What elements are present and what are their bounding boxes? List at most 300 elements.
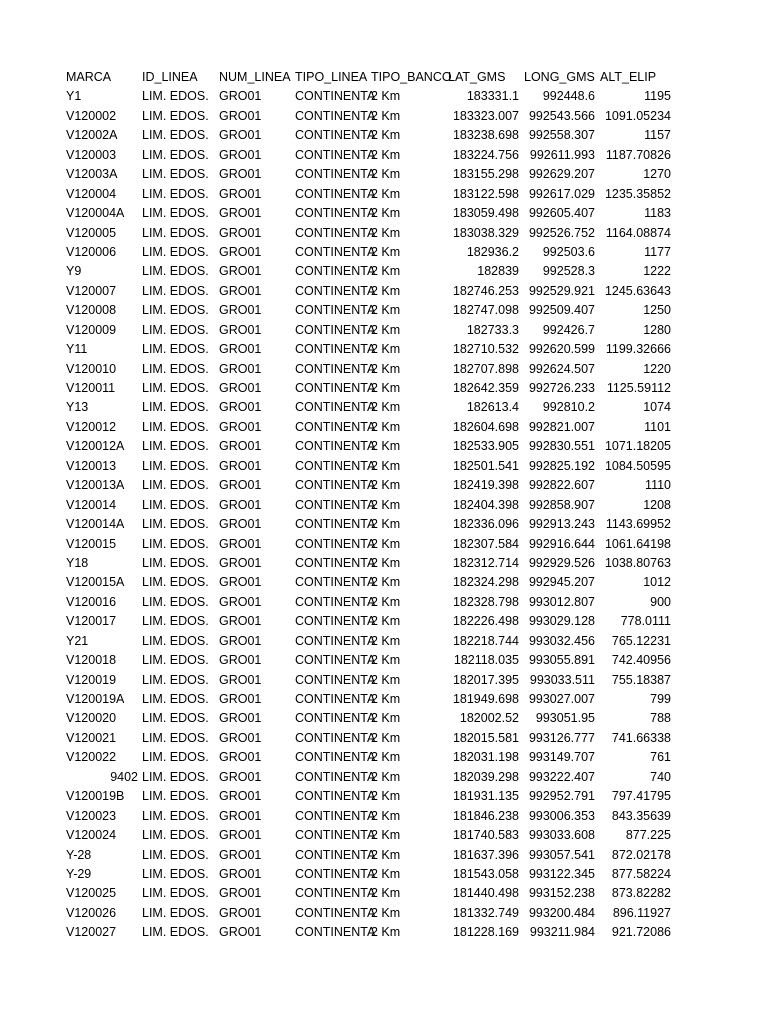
tipo-banco-cell[interactable]: 2 Km [371, 322, 401, 337]
marca-cell[interactable]: V120013 [66, 458, 117, 473]
id-linea-cell[interactable]: LIM. EDOS. [142, 672, 209, 687]
marca-cell[interactable]: V120012A [66, 439, 125, 454]
tipo-linea-cell[interactable]: CONTINENTA [295, 789, 376, 804]
num-linea-cell[interactable]: GRO01 [219, 905, 262, 920]
tipo-linea-cell[interactable]: CONTINENTA [295, 847, 376, 862]
marca-cell[interactable]: V120012 [66, 419, 117, 434]
id-linea-cell[interactable]: LIM. EDOS. [142, 517, 209, 532]
alt-elip-cell[interactable]: 799 [650, 692, 671, 706]
id-linea-cell[interactable]: LIM. EDOS. [142, 283, 209, 298]
lat-gms-cell[interactable]: 182710.532 [452, 342, 519, 357]
num-linea-cell[interactable]: GRO01 [219, 186, 262, 201]
long-gms-cell[interactable]: 992526.752 [528, 225, 595, 240]
id-linea-cell[interactable]: LIM. EDOS. [142, 322, 209, 337]
marca-cell[interactable]: V120019B [66, 789, 125, 804]
id-linea-cell[interactable]: LIM. EDOS. [142, 225, 209, 240]
id-linea-cell[interactable]: LIM. EDOS. [142, 730, 209, 745]
id-linea-cell[interactable]: LIM. EDOS. [142, 264, 209, 279]
id-linea-cell[interactable]: LIM. EDOS. [142, 808, 209, 823]
marca-cell[interactable]: Y13 [66, 400, 89, 415]
id-linea-cell[interactable]: LIM. EDOS. [142, 147, 209, 162]
tipo-linea-cell[interactable]: CONTINENTA [295, 925, 376, 940]
marca-cell[interactable]: V120008 [66, 303, 117, 318]
marca-cell[interactable]: V12002A [66, 128, 118, 143]
long-gms-cell[interactable]: 992611.993 [529, 147, 595, 162]
long-gms-cell[interactable]: 993222.407 [528, 769, 595, 784]
alt-elip-cell[interactable]: 797.41795 [611, 789, 671, 804]
alt-elip-cell[interactable]: 1038.80763 [604, 555, 671, 570]
lat-gms-cell[interactable]: 183155.298 [452, 167, 519, 182]
long-gms-cell[interactable]: 992822.607 [528, 478, 595, 493]
tipo-linea-cell[interactable]: CONTINENTA [295, 244, 376, 259]
tipo-banco-cell[interactable]: 2 Km [371, 555, 401, 570]
tipo-banco-cell[interactable]: 2 Km [371, 439, 401, 454]
marca-cell[interactable]: 9402 [110, 769, 138, 784]
alt-elip-cell[interactable]: 877.58224 [611, 866, 671, 881]
id-linea-cell[interactable]: LIM. EDOS. [142, 633, 209, 648]
long-gms-cell[interactable]: 992448.6 [542, 89, 595, 104]
tipo-linea-cell[interactable]: CONTINENTA [295, 439, 376, 454]
marca-cell[interactable]: Y1 [66, 89, 82, 104]
id-linea-cell[interactable]: LIM. EDOS. [142, 555, 209, 570]
marca-cell[interactable]: V120020 [66, 711, 117, 726]
tipo-banco-cell[interactable]: 2 Km [371, 614, 401, 629]
marca-cell[interactable]: V12003A [66, 167, 118, 182]
long-gms-cell[interactable]: 993032.456 [528, 633, 595, 648]
marca-cell[interactable]: V120014 [66, 497, 117, 512]
id-linea-cell[interactable]: LIM. EDOS. [142, 750, 209, 765]
lat-gms-cell[interactable]: 183224.756 [452, 147, 519, 162]
id-linea-cell[interactable]: LIM. EDOS. [142, 419, 209, 434]
id-linea-cell[interactable]: LIM. EDOS. [142, 128, 209, 143]
tipo-linea-cell[interactable]: CONTINENTA [295, 322, 376, 337]
alt-elip-cell[interactable]: 1270 [643, 167, 671, 182]
tipo-banco-cell[interactable]: 2 Km [371, 342, 401, 357]
alt-elip-cell[interactable]: 1091.05234 [604, 108, 671, 123]
id-linea-cell[interactable]: LIM. EDOS. [142, 575, 209, 590]
marca-cell[interactable]: V120011 [66, 381, 116, 395]
tipo-banco-cell[interactable]: 2 Km [371, 828, 401, 843]
long-gms-cell[interactable]: 993027.007 [528, 692, 595, 706]
long-gms-cell[interactable]: 993149.707 [528, 750, 595, 765]
long-gms-cell[interactable]: 993122.345 [528, 866, 595, 881]
id-linea-cell[interactable]: LIM. EDOS. [142, 206, 209, 221]
tipo-banco-cell[interactable]: 2 Km [371, 633, 401, 648]
lat-gms-cell[interactable]: 182017.395 [452, 672, 519, 687]
tipo-banco-cell[interactable]: 2 Km [371, 206, 401, 221]
tipo-banco-cell[interactable]: 2 Km [371, 458, 401, 473]
num-linea-cell[interactable]: GRO01 [219, 439, 262, 454]
long-gms-cell[interactable]: 992543.566 [528, 108, 595, 123]
lat-gms-cell[interactable]: 182226.498 [452, 614, 519, 629]
num-linea-cell[interactable]: GRO01 [219, 789, 262, 804]
lat-gms-cell[interactable]: 182604.698 [452, 419, 519, 434]
num-linea-cell[interactable]: GRO01 [219, 89, 262, 104]
lat-gms-cell[interactable]: 182039.298 [452, 769, 519, 784]
tipo-banco-cell[interactable]: 2 Km [371, 692, 401, 706]
long-gms-cell[interactable]: 992916.644 [528, 536, 595, 551]
id-linea-cell[interactable]: LIM. EDOS. [142, 400, 209, 415]
tipo-banco-cell[interactable]: 2 Km [371, 244, 401, 259]
marca-cell[interactable]: Y-29 [66, 866, 92, 881]
tipo-linea-cell[interactable]: CONTINENTA [295, 303, 376, 318]
long-gms-cell[interactable]: 992617.029 [528, 186, 595, 201]
num-linea-cell[interactable]: GRO01 [219, 614, 262, 629]
tipo-linea-cell[interactable]: CONTINENTA [295, 905, 376, 920]
tipo-linea-cell[interactable]: CONTINENTA [295, 575, 376, 590]
num-linea-cell[interactable]: GRO01 [219, 730, 262, 745]
long-gms-cell[interactable]: 993033.511 [529, 672, 595, 687]
num-linea-cell[interactable]: GRO01 [219, 866, 262, 881]
marca-cell[interactable]: V120017 [66, 614, 117, 629]
long-gms-cell[interactable]: 992821.007 [528, 419, 595, 434]
id-linea-cell[interactable]: LIM. EDOS. [142, 828, 209, 843]
tipo-linea-cell[interactable]: CONTINENTA [295, 108, 376, 123]
long-gms-cell[interactable]: 993055.891 [528, 653, 595, 668]
tipo-linea-cell[interactable]: CONTINENTA [295, 419, 376, 434]
marca-cell[interactable]: V120013A [66, 478, 125, 493]
long-gms-cell[interactable]: 993057.541 [528, 847, 595, 862]
lat-gms-cell[interactable]: 182015.581 [452, 730, 519, 745]
alt-elip-cell[interactable]: 1235.35852 [604, 186, 671, 201]
num-linea-cell[interactable]: GRO01 [219, 167, 262, 182]
id-linea-cell[interactable]: LIM. EDOS. [142, 711, 209, 726]
long-gms-cell[interactable]: 992426.7 [542, 322, 595, 337]
tipo-banco-cell[interactable]: 2 Km [371, 128, 401, 143]
tipo-banco-cell[interactable]: 2 Km [371, 361, 401, 376]
long-gms-cell[interactable]: 993126.777 [528, 730, 595, 745]
alt-elip-cell[interactable]: 1012 [643, 575, 671, 590]
id-linea-cell[interactable]: LIM. EDOS. [142, 381, 209, 395]
tipo-linea-cell[interactable]: CONTINENTA [295, 594, 376, 609]
tipo-banco-cell[interactable]: 2 Km [371, 225, 401, 240]
long-gms-cell[interactable]: 992624.507 [528, 361, 595, 376]
long-gms-cell[interactable]: 993051.95 [535, 711, 595, 726]
id-linea-cell[interactable]: LIM. EDOS. [142, 361, 209, 376]
lat-gms-cell[interactable]: 183323.007 [452, 108, 519, 123]
lat-gms-cell[interactable]: 182307.584 [452, 536, 519, 551]
marca-cell[interactable]: Y9 [66, 264, 82, 279]
long-gms-cell[interactable]: 992529.921 [528, 283, 595, 298]
tipo-banco-cell[interactable]: 2 Km [371, 400, 401, 415]
num-linea-cell[interactable]: GRO01 [219, 381, 262, 395]
marca-cell[interactable]: V120022 [66, 750, 117, 765]
lat-gms-cell[interactable]: 181228.169 [452, 925, 519, 940]
id-linea-cell[interactable]: LIM. EDOS. [142, 303, 209, 318]
tipo-linea-cell[interactable]: CONTINENTA [295, 478, 376, 493]
tipo-linea-cell[interactable]: CONTINENTA [295, 633, 376, 648]
id-linea-cell[interactable]: LIM. EDOS. [142, 458, 209, 473]
id-linea-cell[interactable]: LIM. EDOS. [142, 108, 209, 123]
alt-elip-cell[interactable]: 1222 [643, 264, 671, 279]
long-gms-cell[interactable]: 993006.353 [528, 808, 595, 823]
tipo-linea-cell[interactable]: CONTINENTA [295, 672, 376, 687]
long-gms-cell[interactable]: 992726.233 [528, 381, 595, 395]
id-linea-cell[interactable]: LIM. EDOS. [142, 847, 209, 862]
tipo-linea-cell[interactable]: CONTINENTA [295, 517, 376, 532]
marca-cell[interactable]: Y21 [66, 633, 89, 648]
tipo-linea-cell[interactable]: CONTINENTA [295, 147, 376, 162]
lat-gms-cell[interactable]: 182501.541 [452, 458, 519, 473]
num-linea-cell[interactable]: GRO01 [219, 478, 262, 493]
num-linea-cell[interactable]: GRO01 [219, 225, 262, 240]
alt-elip-cell[interactable]: 843.35639 [611, 808, 671, 823]
lat-gms-cell[interactable]: 182312.714 [452, 555, 519, 570]
id-linea-cell[interactable]: LIM. EDOS. [142, 439, 209, 454]
tipo-linea-cell[interactable]: CONTINENTA [295, 886, 376, 901]
marca-cell[interactable]: Y-28 [66, 847, 92, 862]
num-linea-cell[interactable]: GRO01 [219, 264, 262, 279]
marca-cell[interactable]: V120004 [66, 186, 117, 201]
header-lat-gms[interactable]: LAT_GMS [448, 70, 506, 84]
long-gms-cell[interactable]: 993033.608 [528, 828, 595, 843]
tipo-linea-cell[interactable]: CONTINENTA [295, 283, 376, 298]
marca-cell[interactable]: V120018 [66, 653, 117, 668]
alt-elip-cell[interactable]: 873.82282 [611, 886, 671, 901]
tipo-linea-cell[interactable]: CONTINENTA [295, 692, 376, 706]
tipo-linea-cell[interactable]: CONTINENTA [295, 89, 376, 104]
long-gms-cell[interactable]: 993200.484 [528, 905, 595, 920]
tipo-banco-cell[interactable]: 2 Km [371, 517, 401, 532]
num-linea-cell[interactable]: GRO01 [219, 692, 262, 706]
tipo-linea-cell[interactable]: CONTINENTA [295, 225, 376, 240]
tipo-banco-cell[interactable]: 2 Km [371, 419, 401, 434]
num-linea-cell[interactable]: GRO01 [219, 711, 262, 726]
tipo-banco-cell[interactable]: 2 Km [371, 147, 401, 162]
num-linea-cell[interactable]: GRO01 [219, 769, 262, 784]
alt-elip-cell[interactable]: 1071.18205 [604, 439, 671, 454]
alt-elip-cell[interactable]: 1125.59112 [606, 381, 671, 395]
long-gms-cell[interactable]: 993211.984 [529, 925, 595, 940]
lat-gms-cell[interactable]: 183059.498 [452, 206, 519, 221]
id-linea-cell[interactable]: LIM. EDOS. [142, 614, 209, 629]
alt-elip-cell[interactable]: 1245.63643 [604, 283, 671, 298]
tipo-linea-cell[interactable]: CONTINENTA [295, 653, 376, 668]
alt-elip-cell[interactable]: 778.0111 [620, 614, 671, 629]
long-gms-cell[interactable]: 992945.207 [528, 575, 595, 590]
tipo-banco-cell[interactable]: 2 Km [371, 769, 401, 784]
tipo-banco-cell[interactable]: 2 Km [371, 594, 401, 609]
long-gms-cell[interactable]: 992558.307 [528, 128, 595, 143]
id-linea-cell[interactable]: LIM. EDOS. [142, 497, 209, 512]
tipo-linea-cell[interactable]: CONTINENTA [295, 361, 376, 376]
num-linea-cell[interactable]: GRO01 [219, 361, 262, 376]
tipo-banco-cell[interactable]: 2 Km [371, 789, 401, 804]
tipo-banco-cell[interactable]: 2 Km [371, 167, 401, 182]
tipo-linea-cell[interactable]: CONTINENTA [295, 808, 376, 823]
alt-elip-cell[interactable]: 761 [650, 750, 671, 765]
long-gms-cell[interactable]: 992913.243 [528, 517, 595, 532]
num-linea-cell[interactable]: GRO01 [219, 575, 262, 590]
marca-cell[interactable]: V120016 [66, 594, 117, 609]
header-tipo-banco[interactable]: TIPO_BANCO [371, 70, 452, 84]
tipo-banco-cell[interactable]: 2 Km [371, 575, 401, 590]
lat-gms-cell[interactable]: 183038.329 [452, 225, 519, 240]
tipo-linea-cell[interactable]: CONTINENTA [295, 206, 376, 221]
tipo-banco-cell[interactable]: 2 Km [371, 711, 401, 726]
alt-elip-cell[interactable]: 765.12231 [611, 633, 671, 648]
num-linea-cell[interactable]: GRO01 [219, 886, 262, 901]
marca-cell[interactable]: V120026 [66, 905, 117, 920]
lat-gms-cell[interactable]: 183331.1 [466, 89, 519, 104]
long-gms-cell[interactable]: 992503.6 [542, 244, 595, 259]
num-linea-cell[interactable]: GRO01 [219, 400, 262, 415]
lat-gms-cell[interactable]: 182707.898 [452, 361, 519, 376]
lat-gms-cell[interactable]: 182118.035 [453, 653, 519, 668]
id-linea-cell[interactable]: LIM. EDOS. [142, 594, 209, 609]
num-linea-cell[interactable]: GRO01 [219, 517, 262, 532]
header-id-linea[interactable]: ID_LINEA [142, 70, 198, 84]
long-gms-cell[interactable]: 992858.907 [528, 497, 595, 512]
marca-cell[interactable]: V120023 [66, 808, 117, 823]
tipo-banco-cell[interactable]: 2 Km [371, 283, 401, 298]
alt-elip-cell[interactable]: 896.11927 [612, 905, 671, 920]
alt-elip-cell[interactable]: 1280 [643, 322, 671, 337]
alt-elip-cell[interactable]: 740 [650, 769, 671, 784]
lat-gms-cell[interactable]: 182733.3 [466, 322, 519, 337]
alt-elip-cell[interactable]: 1208 [643, 497, 671, 512]
num-linea-cell[interactable]: GRO01 [219, 303, 262, 318]
tipo-banco-cell[interactable]: 2 Km [371, 750, 401, 765]
marca-cell[interactable]: V120007 [66, 283, 117, 298]
marca-cell[interactable]: V120019 [66, 672, 117, 687]
alt-elip-cell[interactable]: 1084.50595 [604, 458, 671, 473]
header-marca[interactable]: MARCA [66, 70, 112, 84]
lat-gms-cell[interactable]: 181637.396 [452, 847, 519, 862]
num-linea-cell[interactable]: GRO01 [219, 536, 262, 551]
id-linea-cell[interactable]: LIM. EDOS. [142, 692, 209, 706]
marca-cell[interactable]: V120014A [66, 517, 125, 532]
alt-elip-cell[interactable]: 742.40956 [611, 653, 671, 668]
num-linea-cell[interactable]: GRO01 [219, 206, 262, 221]
long-gms-cell[interactable]: 992605.407 [528, 206, 595, 221]
tipo-linea-cell[interactable]: CONTINENTA [295, 769, 376, 784]
marca-cell[interactable]: V120021 [66, 730, 117, 745]
marca-cell[interactable]: V120010 [66, 361, 117, 376]
num-linea-cell[interactable]: GRO01 [219, 633, 262, 648]
tipo-banco-cell[interactable]: 2 Km [371, 847, 401, 862]
long-gms-cell[interactable]: 992528.3 [542, 264, 595, 279]
alt-elip-cell[interactable]: 872.02178 [611, 847, 671, 862]
tipo-banco-cell[interactable]: 2 Km [371, 672, 401, 687]
alt-elip-cell[interactable]: 1220 [643, 361, 671, 376]
num-linea-cell[interactable]: GRO01 [219, 555, 262, 570]
tipo-banco-cell[interactable]: 2 Km [371, 905, 401, 920]
lat-gms-cell[interactable]: 182613.4 [466, 400, 519, 415]
long-gms-cell[interactable]: 992952.791 [528, 789, 595, 804]
lat-gms-cell[interactable]: 181740.583 [452, 828, 519, 843]
tipo-banco-cell[interactable]: 2 Km [371, 497, 401, 512]
marca-cell[interactable]: V120025 [66, 886, 117, 901]
tipo-linea-cell[interactable]: CONTINENTA [295, 342, 376, 357]
alt-elip-cell[interactable]: 1074 [643, 400, 671, 415]
alt-elip-cell[interactable]: 1164.08874 [605, 225, 671, 240]
id-linea-cell[interactable]: LIM. EDOS. [142, 89, 209, 104]
lat-gms-cell[interactable]: 181931.135 [452, 789, 519, 804]
long-gms-cell[interactable]: 992629.207 [528, 167, 595, 182]
marca-cell[interactable]: V120024 [66, 828, 117, 843]
alt-elip-cell[interactable]: 1199.32666 [605, 342, 671, 357]
header-num-linea[interactable]: NUM_LINEA [219, 70, 291, 84]
lat-gms-cell[interactable]: 182324.298 [452, 575, 519, 590]
alt-elip-cell[interactable]: 755.18387 [611, 672, 671, 687]
alt-elip-cell[interactable]: 1250 [643, 303, 671, 318]
lat-gms-cell[interactable]: 182002.52 [459, 711, 519, 726]
id-linea-cell[interactable]: LIM. EDOS. [142, 886, 209, 901]
marca-cell[interactable]: Y18 [66, 555, 89, 570]
num-linea-cell[interactable]: GRO01 [219, 672, 262, 687]
alt-elip-cell[interactable]: 1110 [645, 478, 671, 493]
lat-gms-cell[interactable]: 182336.096 [452, 517, 519, 532]
alt-elip-cell[interactable]: 877.225 [625, 828, 671, 843]
tipo-linea-cell[interactable]: CONTINENTA [295, 730, 376, 745]
num-linea-cell[interactable]: GRO01 [219, 322, 262, 337]
lat-gms-cell[interactable]: 181543.058 [452, 866, 519, 881]
lat-gms-cell[interactable]: 183238.698 [452, 128, 519, 143]
id-linea-cell[interactable]: LIM. EDOS. [142, 925, 209, 940]
long-gms-cell[interactable]: 993152.238 [528, 886, 595, 901]
marca-cell[interactable]: V120015 [66, 536, 117, 551]
id-linea-cell[interactable]: LIM. EDOS. [142, 769, 209, 784]
tipo-banco-cell[interactable]: 2 Km [371, 108, 401, 123]
alt-elip-cell[interactable]: 1143.69952 [605, 517, 671, 532]
alt-elip-cell[interactable]: 1183 [644, 206, 671, 221]
tipo-linea-cell[interactable]: CONTINENTA [295, 555, 376, 570]
num-linea-cell[interactable]: GRO01 [219, 847, 262, 862]
marca-cell[interactable]: V120003 [66, 147, 117, 162]
long-gms-cell[interactable]: 993012.807 [528, 594, 595, 609]
num-linea-cell[interactable]: GRO01 [219, 653, 262, 668]
tipo-banco-cell[interactable]: 2 Km [371, 653, 401, 668]
tipo-banco-cell[interactable]: 2 Km [371, 264, 401, 279]
num-linea-cell[interactable]: GRO01 [219, 808, 262, 823]
alt-elip-cell[interactable]: 1061.64198 [604, 536, 671, 551]
lat-gms-cell[interactable]: 181440.498 [452, 886, 519, 901]
tipo-banco-cell[interactable]: 2 Km [371, 866, 401, 881]
tipo-banco-cell[interactable]: 2 Km [371, 925, 401, 940]
tipo-linea-cell[interactable]: CONTINENTA [295, 614, 376, 629]
tipo-banco-cell[interactable]: 2 Km [371, 730, 401, 745]
lat-gms-cell[interactable]: 182328.798 [452, 594, 519, 609]
tipo-linea-cell[interactable]: CONTINENTA [295, 400, 376, 415]
marca-cell[interactable]: Y11 [66, 342, 88, 357]
id-linea-cell[interactable]: LIM. EDOS. [142, 478, 209, 493]
num-linea-cell[interactable]: GRO01 [219, 419, 262, 434]
lat-gms-cell[interactable]: 182747.098 [452, 303, 519, 318]
marca-cell[interactable]: V120027 [66, 925, 117, 940]
tipo-linea-cell[interactable]: CONTINENTA [295, 186, 376, 201]
tipo-linea-cell[interactable]: CONTINENTA [295, 497, 376, 512]
tipo-linea-cell[interactable]: CONTINENTA [295, 381, 376, 395]
long-gms-cell[interactable]: 992509.407 [528, 303, 595, 318]
marca-cell[interactable]: V120015A [66, 575, 125, 590]
header-tipo-linea[interactable]: TIPO_LINEA [295, 70, 368, 84]
lat-gms-cell[interactable]: 182419.398 [452, 478, 519, 493]
long-gms-cell[interactable]: 992825.192 [528, 458, 595, 473]
marca-cell[interactable]: V120005 [66, 225, 117, 240]
header-alt-elip[interactable]: ALT_ELIP [600, 70, 657, 84]
num-linea-cell[interactable]: GRO01 [219, 128, 262, 143]
lat-gms-cell[interactable]: 182533.905 [452, 439, 519, 454]
num-linea-cell[interactable]: GRO01 [219, 750, 262, 765]
lat-gms-cell[interactable]: 182839 [477, 264, 519, 279]
long-gms-cell[interactable]: 993029.128 [528, 614, 595, 629]
tipo-linea-cell[interactable]: CONTINENTA [295, 264, 376, 279]
tipo-linea-cell[interactable]: CONTINENTA [295, 536, 376, 551]
marca-cell[interactable]: V120004A [66, 206, 125, 221]
lat-gms-cell[interactable]: 182642.359 [452, 381, 519, 395]
alt-elip-cell[interactable]: 1195 [644, 89, 671, 104]
